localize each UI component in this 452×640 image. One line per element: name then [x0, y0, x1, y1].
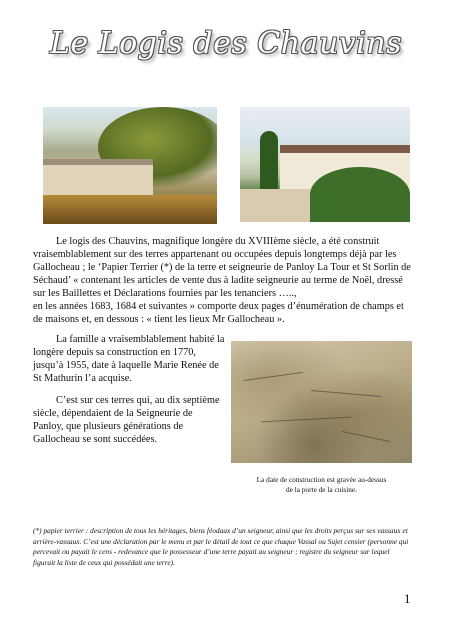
engraving-mark [261, 417, 351, 423]
paragraph-seigneurie-text: C’est sur ces terres qui, au dix septième siècle, dépendaient de la Seigneurie de Panloy, que plusieurs générations de Gallocheau se sont succédées. [33, 395, 220, 445]
photo-longere-garden [43, 107, 217, 224]
photo-ground [43, 195, 217, 224]
engraving-mark [243, 372, 303, 381]
photo-path [240, 189, 310, 222]
photo-cypress [260, 131, 278, 191]
paragraph-family [33, 333, 225, 385]
engraving-mark [341, 431, 390, 442]
paragraph-intro-text: Le logis des Chauvins, magnifique longère du XVIIIème siècle, a été construit vraisemblablement sur des terres appartenant ou occupées depuis longtemps déjà par les Gallocheau ; le ‘Papier Terrier (*) de la terre et seigneurie de Panloy La Tour et St Sorlin de Séchaud’ « contenant les articles de vente dus à ladite seigneurie au terme de Noël, dressé sur les Baillettes et Déclarations fournies par les tenanciers ….., [33, 236, 411, 299]
caption-line-1: La date de construction est gravée au-dessus [256, 475, 387, 484]
paragraph-intro-continuation: en les années 1683, 1684 et suivantes » comporte deux pages d’énumération de champs et de maisons et, en dessous : « tient les lieux Mr Gallocheau ». [33, 301, 404, 325]
page-number: 1 [404, 591, 411, 606]
paragraph-family-text: La famille a vraisemblablement habité la longère depuis sa construction en 1770, jusqu’à 1955, date à laquelle Marie Renée de St Mathurin l’a acquise. [33, 334, 225, 384]
footnote: (*) papier terrier : description de tous les héritages, biens féodaux d’un seigneur, ainsi que les droits perçus sur ses vassaux et arrière-vassaux. C’est une déclaration par le menu et par le détail de tout ce que chaque Vassal ou Sujet censier (personne qui percevait ou payait le cens - redevance que le possesseur d’une terre payait au seigneur ; registre du seigneur sur lequel figurait la liste de ceux qui possédait une terre). [33, 526, 409, 567]
photo-engraved-date [231, 341, 412, 463]
caption-line-2: de la porte de la cuisine. [286, 485, 357, 494]
photo-caption [231, 475, 412, 495]
page-header [0, 26, 452, 61]
photo-longere-facade [240, 107, 410, 222]
page-title: Le Logis des Chauvins [49, 26, 403, 61]
paragraph-intro [33, 235, 413, 326]
engraving-mark [311, 390, 381, 397]
photo-garden [310, 167, 410, 222]
paragraph-seigneurie [33, 394, 225, 446]
